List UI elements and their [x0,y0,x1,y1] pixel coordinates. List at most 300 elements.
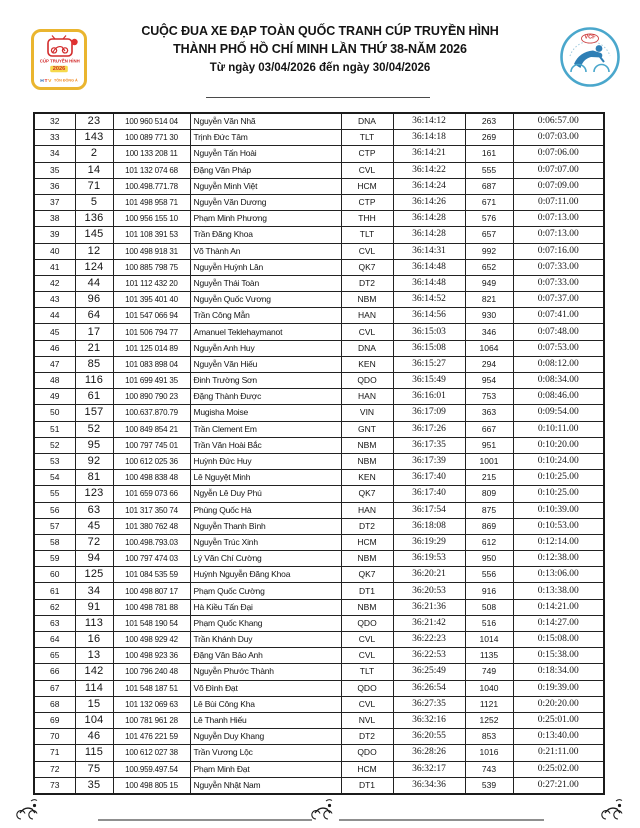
uci-id-cell: 100 797 745 01 [113,437,190,453]
table-row [34,518,604,534]
uci-id-cell: 101 125 014 89 [113,340,190,356]
table-row [34,551,604,567]
gap-cell: 0:15:08.00 [513,632,604,648]
rank-cell: 33 [34,130,75,146]
gap-cell: 0:07:53.00 [513,340,604,356]
race-date-range: Từ ngày 03/04/2026 đến ngày 30/04/2026 [209,62,431,74]
results-table [33,112,605,795]
gap-cell: 0:15:38.00 [513,648,604,664]
uci-id-cell: 100 498 805 15 [113,777,190,794]
team-cell: HAN [341,502,393,518]
points-cell: 687 [465,178,513,194]
rank-cell: 53 [34,453,75,469]
bib-cell: 85 [75,356,113,372]
points-cell: 363 [465,405,513,421]
bib-cell: 125 [75,567,113,583]
rider-name-cell: Mugisha Moise [190,405,341,421]
uci-id-cell: 101 112 432 20 [113,275,190,291]
team-cell: NBM [341,437,393,453]
gap-cell: 0:10:25.00 [513,470,604,486]
gap-cell: 0:14:27.00 [513,615,604,631]
results-section [33,112,605,795]
bib-cell: 35 [75,777,113,794]
rider-name-cell: Nguyễn Minh Việt [190,178,341,194]
time-cell: 36:16:01 [393,389,465,405]
rank-cell: 67 [34,680,75,696]
rank-cell: 41 [34,259,75,275]
uci-id-cell: 101 108 391 53 [113,227,190,243]
rider-name-cell: Trần Khánh Duy [190,632,341,648]
time-cell: 36:14:21 [393,146,465,162]
rank-cell: 47 [34,356,75,372]
time-cell: 36:34:36 [393,777,465,794]
table-row [34,729,604,745]
uci-id-cell: 101 476 221 59 [113,729,190,745]
cyclist-mark-icon [598,798,630,822]
points-cell: 263 [465,113,513,130]
bib-cell: 92 [75,453,113,469]
points-cell: 809 [465,486,513,502]
gap-cell: 0:06:57.00 [513,113,604,130]
table-row [34,308,604,324]
gap-cell: 0:07:48.00 [513,324,604,340]
team-cell: KEN [341,356,393,372]
team-cell: HCM [341,534,393,550]
cyclist-mark-icon [13,798,45,822]
team-cell: TLT [341,664,393,680]
rank-cell: 62 [34,599,75,615]
rider-name-cell: Nguyễn Nhật Nam [190,777,341,794]
time-cell: 36:17:40 [393,470,465,486]
bib-cell: 15 [75,696,113,712]
rank-cell: 42 [34,275,75,291]
bib-cell: 17 [75,324,113,340]
table-row [34,211,604,227]
rider-name-cell: Nguyễn Huỳnh Lân [190,259,341,275]
bib-cell: 13 [75,648,113,664]
table-row [34,162,604,178]
rank-cell: 56 [34,502,75,518]
table-row [34,567,604,583]
uci-id-cell: 100 498 923 36 [113,648,190,664]
htv-cup-logo [31,29,87,90]
gap-cell: 0:10:53.00 [513,518,604,534]
rider-name-cell: Đặng Văn Pháp [190,162,341,178]
team-cell: CVL [341,696,393,712]
points-cell: 161 [465,146,513,162]
team-cell: NBM [341,599,393,615]
team-cell: KEN [341,470,393,486]
rank-cell: 58 [34,534,75,550]
team-cell: GNT [341,421,393,437]
points-cell: 930 [465,308,513,324]
table-row [34,292,604,308]
uci-id-cell: 101 506 794 77 [113,324,190,340]
team-cell: CVL [341,632,393,648]
table-row [34,243,604,259]
points-cell: 556 [465,567,513,583]
bib-cell: 23 [75,113,113,130]
team-cell: HAN [341,389,393,405]
time-cell: 36:17:26 [393,421,465,437]
uci-id-cell: 100 612 025 36 [113,453,190,469]
rank-cell: 50 [34,405,75,421]
table-row [34,632,604,648]
team-cell: DT2 [341,729,393,745]
gap-cell: 0:12:14.00 [513,534,604,550]
uci-id-cell: 100 612 027 38 [113,745,190,761]
table-row [34,227,604,243]
rider-name-cell: Huỳnh Nguyễn Đăng Khoa [190,567,341,583]
points-cell: 269 [465,130,513,146]
points-cell: 652 [465,259,513,275]
uci-id-cell: 100 960 514 04 [113,113,190,130]
time-cell: 36:15:27 [393,356,465,372]
team-cell: QDO [341,745,393,761]
points-cell: 657 [465,227,513,243]
gap-cell: 0:07:03.00 [513,130,604,146]
points-cell: 1252 [465,712,513,728]
time-cell: 36:21:36 [393,599,465,615]
team-cell: DT2 [341,518,393,534]
htv-letter-v: V [48,77,52,84]
team-cell: CTP [341,194,393,210]
uci-id-cell: 100.637.870.79 [113,405,190,421]
gap-cell: 0:27:21.00 [513,777,604,794]
team-cell: DNA [341,113,393,130]
gap-cell: 0:18:34.00 [513,664,604,680]
uci-id-cell: 101 699 491 35 [113,373,190,389]
bib-cell: 124 [75,259,113,275]
points-cell: 1064 [465,340,513,356]
rider-name-cell: Võ Thành An [190,243,341,259]
bib-cell: 72 [75,534,113,550]
points-cell: 294 [465,356,513,372]
time-cell: 36:17:54 [393,502,465,518]
table-row [34,712,604,728]
bib-cell: 34 [75,583,113,599]
bib-cell: 52 [75,421,113,437]
gap-cell: 0:13:38.00 [513,583,604,599]
gap-cell: 0:07:37.00 [513,292,604,308]
gap-cell: 0:25:02.00 [513,761,604,777]
uci-id-cell: 100 781 961 28 [113,712,190,728]
time-cell: 36:27:35 [393,696,465,712]
rider-name-cell: Phạm Minh Phương [190,211,341,227]
bib-cell: 142 [75,664,113,680]
htv-sponsor-row [40,77,78,84]
table-row [34,356,604,372]
uci-id-cell: 100.959.497.54 [113,761,190,777]
bib-cell: 143 [75,130,113,146]
points-cell: 555 [465,162,513,178]
rider-name-cell: Nguyễn Thanh Bình [190,518,341,534]
points-cell: 951 [465,437,513,453]
bib-cell: 45 [75,518,113,534]
team-cell: TLT [341,130,393,146]
bib-cell: 61 [75,389,113,405]
gap-cell: 0:07:13.00 [513,211,604,227]
points-cell: 576 [465,211,513,227]
rank-cell: 55 [34,486,75,502]
table-row [34,583,604,599]
table-row [34,696,604,712]
points-cell: 743 [465,761,513,777]
rank-cell: 71 [34,745,75,761]
page-header [70,22,570,79]
gap-cell: 0:09:54.00 [513,405,604,421]
team-cell: NBM [341,453,393,469]
bib-cell: 104 [75,712,113,728]
table-row [34,373,604,389]
time-cell: 36:22:23 [393,632,465,648]
rank-cell: 37 [34,194,75,210]
team-cell: VIN [341,405,393,421]
time-cell: 36:15:08 [393,340,465,356]
uci-id-cell: 100.498.771.78 [113,178,190,194]
team-cell: NBM [341,551,393,567]
race-title-line2: THÀNH PHỐ HỒ CHÍ MINH LẦN THỨ 38-NĂM 2026 [173,42,467,56]
rank-cell: 39 [34,227,75,243]
bib-cell: 71 [75,178,113,194]
bib-cell: 114 [75,680,113,696]
time-cell: 36:17:40 [393,486,465,502]
rider-name-cell: Nguyễn Quốc Vương [190,292,341,308]
uci-id-cell: 100 498 918 31 [113,243,190,259]
gap-cell: 0:14:21.00 [513,599,604,615]
table-row [34,486,604,502]
time-cell: 36:14:26 [393,194,465,210]
bib-cell: 63 [75,502,113,518]
rider-name-cell: Võ Đình Đạt [190,680,341,696]
team-cell: QDO [341,680,393,696]
rider-name-cell: Nguyễn Văn Nhã [190,113,341,130]
time-cell: 36:28:26 [393,745,465,761]
team-cell: QK7 [341,567,393,583]
time-cell: 36:26:54 [393,680,465,696]
rider-name-cell: Nguyễn Tấn Hoài [190,146,341,162]
uci-id-cell: 101 659 073 66 [113,486,190,502]
team-cell: QK7 [341,486,393,502]
points-cell: 346 [465,324,513,340]
uci-id-cell: 100 956 155 10 [113,211,190,227]
team-cell: HAN [341,308,393,324]
time-cell: 36:25:49 [393,664,465,680]
rank-cell: 57 [34,518,75,534]
gap-cell: 0:10:20.00 [513,437,604,453]
gap-cell: 0:07:41.00 [513,308,604,324]
rider-name-cell: Nguyễn Văn Dương [190,194,341,210]
rank-cell: 65 [34,648,75,664]
uci-id-cell: 100 796 240 48 [113,664,190,680]
time-cell: 36:14:12 [393,113,465,130]
team-cell: CVL [341,324,393,340]
time-cell: 36:22:53 [393,648,465,664]
rank-cell: 70 [34,729,75,745]
rank-cell: 35 [34,162,75,178]
rank-cell: 49 [34,389,75,405]
points-cell: 954 [465,373,513,389]
rider-name-cell: Hà Kiều Tấn Đại [190,599,341,615]
bib-cell: 145 [75,227,113,243]
uci-id-cell: 100 498 929 42 [113,632,190,648]
table-row [34,389,604,405]
rider-name-cell: Trần Clement Em [190,421,341,437]
uci-id-cell: 101 084 535 59 [113,567,190,583]
team-cell: CVL [341,648,393,664]
points-cell: 753 [465,389,513,405]
uci-id-cell: 101 380 762 48 [113,518,190,534]
table-row [34,259,604,275]
rank-cell: 32 [34,113,75,130]
rider-name-cell: Trần Văn Hoài Bắc [190,437,341,453]
team-cell: DNA [341,340,393,356]
points-cell: 821 [465,292,513,308]
time-cell: 36:14:18 [393,130,465,146]
table-row [34,437,604,453]
uci-id-cell: 101 548 187 51 [113,680,190,696]
htv-letter-t: T [44,77,48,84]
team-cell: DT1 [341,583,393,599]
time-cell: 36:17:35 [393,437,465,453]
rank-cell: 64 [34,632,75,648]
rank-cell: 72 [34,761,75,777]
points-cell: 1016 [465,745,513,761]
table-row [34,405,604,421]
team-cell: NBM [341,292,393,308]
bib-cell: 12 [75,243,113,259]
table-row [34,502,604,518]
uci-id-cell: 101 132 069 63 [113,696,190,712]
time-cell: 36:32:17 [393,761,465,777]
time-cell: 36:15:03 [393,324,465,340]
bib-cell: 21 [75,340,113,356]
uci-id-cell: 101 395 401 40 [113,292,190,308]
gap-cell: 0:07:11.00 [513,194,604,210]
rider-name-cell: Phạm Quốc Cường [190,583,341,599]
points-cell: 1040 [465,680,513,696]
table-row [34,275,604,291]
points-cell: 508 [465,599,513,615]
points-cell: 949 [465,275,513,291]
bib-cell: 96 [75,292,113,308]
rank-cell: 69 [34,712,75,728]
cup-label: CÚP TRUYỀN HÌNH [39,59,80,64]
points-cell: 1135 [465,648,513,664]
points-cell: 992 [465,243,513,259]
gap-cell: 0:10:11.00 [513,421,604,437]
table-row [34,615,604,631]
time-cell: 36:14:24 [393,178,465,194]
uci-id-cell: 101 083 898 04 [113,356,190,372]
table-row [34,777,604,794]
time-cell: 36:20:55 [393,729,465,745]
uci-id-cell: 100 498 807 17 [113,583,190,599]
uci-id-cell: 100 498 838 48 [113,470,190,486]
table-row [34,680,604,696]
uci-id-cell: 100 498 781 88 [113,599,190,615]
table-row [34,340,604,356]
gap-cell: 0:08:46.00 [513,389,604,405]
time-cell: 36:14:28 [393,227,465,243]
time-cell: 36:14:31 [393,243,465,259]
time-cell: 36:14:52 [393,292,465,308]
gap-cell: 0:19:39.00 [513,680,604,696]
uci-id-cell: 100 890 790 23 [113,389,190,405]
htv-letter-h: H [40,77,44,84]
bib-cell: 123 [75,486,113,502]
rider-name-cell: Lê Nguyệt Minh [190,470,341,486]
rank-cell: 68 [34,696,75,712]
gap-cell: 0:10:39.00 [513,502,604,518]
rank-cell: 43 [34,292,75,308]
table-row [34,146,604,162]
points-cell: 667 [465,421,513,437]
gap-cell: 0:13:40.00 [513,729,604,745]
points-cell: 853 [465,729,513,745]
cyclist-mark-icon [308,798,340,822]
bib-cell: 16 [75,632,113,648]
rank-cell: 44 [34,308,75,324]
rider-name-cell: Nguyễn Thái Toàn [190,275,341,291]
team-cell: QDO [341,373,393,389]
rank-cell: 60 [34,567,75,583]
uci-id-cell: 100 089 771 30 [113,130,190,146]
header-divider [206,97,430,98]
time-cell: 36:19:53 [393,551,465,567]
rank-cell: 61 [34,583,75,599]
rider-name-cell: Trần Công Mẫn [190,308,341,324]
time-cell: 36:15:49 [393,373,465,389]
vcf-logo [559,26,621,88]
rank-cell: 51 [34,421,75,437]
bib-cell: 81 [75,470,113,486]
rank-cell: 38 [34,211,75,227]
gap-cell: 0:07:33.00 [513,259,604,275]
points-cell: 1014 [465,632,513,648]
rider-name-cell: Lê Thanh Hiếu [190,712,341,728]
rider-name-cell: Nguyễn Văn Hiếu [190,356,341,372]
gap-cell: 0:07:07.00 [513,162,604,178]
rider-name-cell: Đặng Thành Được [190,389,341,405]
rider-name-cell: Amanuel Teklehaymanot [190,324,341,340]
team-cell: THH [341,211,393,227]
rank-cell: 63 [34,615,75,631]
rank-cell: 46 [34,340,75,356]
team-cell: TLT [341,227,393,243]
time-cell: 36:32:16 [393,712,465,728]
table-row [34,648,604,664]
rider-name-cell: Lý Văn Chí Cường [190,551,341,567]
team-cell: CTP [341,146,393,162]
team-cell: NVL [341,712,393,728]
gap-cell: 0:25:01.00 [513,712,604,728]
gap-cell: 0:07:16.00 [513,243,604,259]
rank-cell: 59 [34,551,75,567]
team-cell: QK7 [341,259,393,275]
table-row [34,534,604,550]
points-cell: 875 [465,502,513,518]
table-row [34,178,604,194]
bib-cell: 2 [75,146,113,162]
rank-cell: 34 [34,146,75,162]
rank-cell: 40 [34,243,75,259]
points-cell: 1001 [465,453,513,469]
table-row [34,599,604,615]
table-row [34,664,604,680]
rank-cell: 45 [34,324,75,340]
time-cell: 36:17:09 [393,405,465,421]
